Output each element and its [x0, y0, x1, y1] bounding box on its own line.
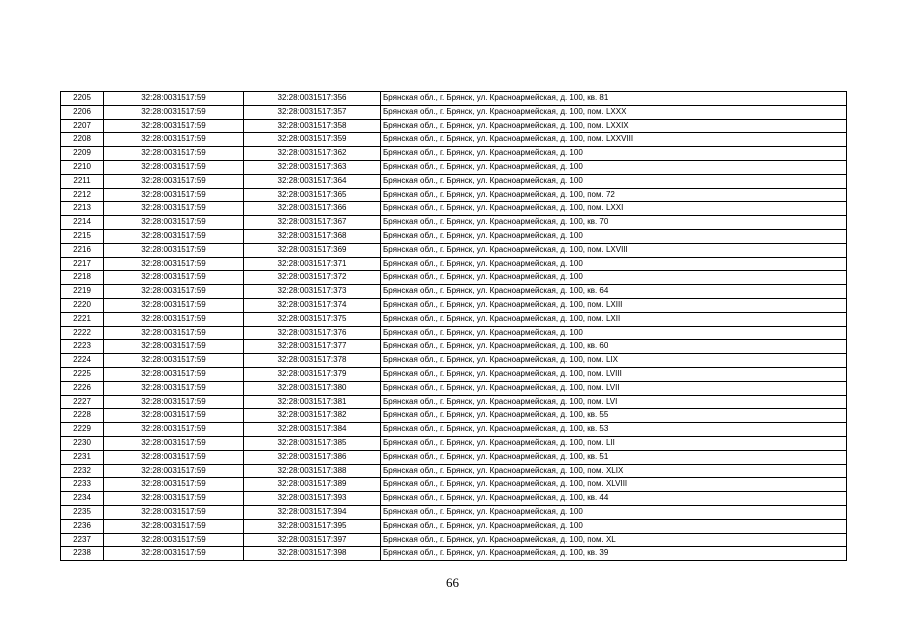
row-number-cell: 2234	[61, 492, 104, 506]
parcel-cadastral-number-cell: 32:28:0031517:59	[104, 381, 244, 395]
object-cadastral-number-cell: 32:28:0031517:376	[244, 326, 381, 340]
parcel-cadastral-number-cell: 32:28:0031517:59	[104, 478, 244, 492]
object-cadastral-number-cell: 32:28:0031517:385	[244, 436, 381, 450]
object-cadastral-number-cell: 32:28:0031517:374	[244, 298, 381, 312]
row-number-cell: 2206	[61, 105, 104, 119]
row-number-cell: 2215	[61, 229, 104, 243]
table-row	[61, 367, 847, 381]
address-cell: Брянская обл., г. Брянск, ул. Красноармейская, д. 100, пом. LXVIII	[381, 243, 847, 257]
row-number-cell: 2220	[61, 298, 104, 312]
address-cell: Брянская обл., г. Брянск, ул. Красноармейская, д. 100, кв. 44	[381, 492, 847, 506]
address-cell: Брянская обл., г. Брянск, ул. Красноармейская, д. 100	[381, 229, 847, 243]
parcel-cadastral-number-cell: 32:28:0031517:59	[104, 326, 244, 340]
row-number-cell: 2228	[61, 409, 104, 423]
address-cell: Брянская обл., г. Брянск, ул. Красноармейская, д. 100, пом. LVII	[381, 381, 847, 395]
address-cell: Брянская обл., г. Брянск, ул. Красноармейская, д. 100, пом. LVIII	[381, 367, 847, 381]
address-cell: Брянская обл., г. Брянск, ул. Красноармейская, д. 100, пом. XL	[381, 533, 847, 547]
parcel-cadastral-number-cell: 32:28:0031517:59	[104, 505, 244, 519]
address-cell: Брянская обл., г. Брянск, ул. Красноармейская, д. 100	[381, 147, 847, 161]
table-row	[61, 229, 847, 243]
address-cell: Брянская обл., г. Брянск, ул. Красноармейская, д. 100	[381, 326, 847, 340]
row-number-cell: 2221	[61, 312, 104, 326]
object-cadastral-number-cell: 32:28:0031517:364	[244, 174, 381, 188]
parcel-cadastral-number-cell: 32:28:0031517:59	[104, 395, 244, 409]
row-number-cell: 2209	[61, 147, 104, 161]
address-cell: Брянская обл., г. Брянск, ул. Красноармейская, д. 100	[381, 257, 847, 271]
address-cell: Брянская обл., г. Брянск, ул. Красноармейская, д. 100, пом. LVI	[381, 395, 847, 409]
table-row	[61, 519, 847, 533]
address-cell: Брянская обл., г. Брянск, ул. Красноармейская, д. 100, кв. 53	[381, 423, 847, 437]
page-number: 66	[446, 575, 459, 590]
table-row	[61, 147, 847, 161]
object-cadastral-number-cell: 32:28:0031517:356	[244, 92, 381, 106]
row-number-cell: 2219	[61, 285, 104, 299]
parcel-cadastral-number-cell: 32:28:0031517:59	[104, 271, 244, 285]
address-cell: Брянская обл., г. Брянск, ул. Красноармейская, д. 100, пом. 72	[381, 188, 847, 202]
parcel-cadastral-number-cell: 32:28:0031517:59	[104, 312, 244, 326]
object-cadastral-number-cell: 32:28:0031517:394	[244, 505, 381, 519]
address-cell: Брянская обл., г. Брянск, ул. Красноармейская, д. 100, пом. XLIX	[381, 464, 847, 478]
address-cell: Брянская обл., г. Брянск, ул. Красноармейская, д. 100, кв. 64	[381, 285, 847, 299]
parcel-cadastral-number-cell: 32:28:0031517:59	[104, 188, 244, 202]
object-cadastral-number-cell: 32:28:0031517:384	[244, 423, 381, 437]
object-cadastral-number-cell: 32:28:0031517:378	[244, 354, 381, 368]
row-number-cell: 2227	[61, 395, 104, 409]
row-number-cell: 2217	[61, 257, 104, 271]
object-cadastral-number-cell: 32:28:0031517:398	[244, 547, 381, 561]
table-row	[61, 381, 847, 395]
parcel-cadastral-number-cell: 32:28:0031517:59	[104, 354, 244, 368]
parcel-cadastral-number-cell: 32:28:0031517:59	[104, 340, 244, 354]
address-cell: Брянская обл., г. Брянск, ул. Красноармейская, д. 100, пом. XLVIII	[381, 478, 847, 492]
address-cell: Брянская обл., г. Брянск, ул. Красноармейская, д. 100, кв. 70	[381, 216, 847, 230]
parcel-cadastral-number-cell: 32:28:0031517:59	[104, 409, 244, 423]
row-number-cell: 2225	[61, 367, 104, 381]
table-row	[61, 533, 847, 547]
table-row	[61, 340, 847, 354]
table-row	[61, 464, 847, 478]
table-row	[61, 243, 847, 257]
table-row	[61, 202, 847, 216]
row-number-cell: 2230	[61, 436, 104, 450]
address-cell: Брянская обл., г. Брянск, ул. Красноармейская, д. 100	[381, 519, 847, 533]
address-cell: Брянская обл., г. Брянск, ул. Красноармейская, д. 100, пом. LXIII	[381, 298, 847, 312]
row-number-cell: 2222	[61, 326, 104, 340]
row-number-cell: 2216	[61, 243, 104, 257]
address-cell: Брянская обл., г. Брянск, ул. Красноармейская, д. 100, кв. 55	[381, 409, 847, 423]
row-number-cell: 2218	[61, 271, 104, 285]
object-cadastral-number-cell: 32:28:0031517:381	[244, 395, 381, 409]
row-number-cell: 2229	[61, 423, 104, 437]
row-number-cell: 2210	[61, 160, 104, 174]
parcel-cadastral-number-cell: 32:28:0031517:59	[104, 202, 244, 216]
object-cadastral-number-cell: 32:28:0031517:367	[244, 216, 381, 230]
object-cadastral-number-cell: 32:28:0031517:389	[244, 478, 381, 492]
row-number-cell: 2212	[61, 188, 104, 202]
address-cell: Брянская обл., г. Брянск, ул. Красноармейская, д. 100, кв. 81	[381, 92, 847, 106]
table-row	[61, 395, 847, 409]
row-number-cell: 2223	[61, 340, 104, 354]
row-number-cell: 2214	[61, 216, 104, 230]
table-row	[61, 312, 847, 326]
address-cell: Брянская обл., г. Брянск, ул. Красноармейская, д. 100, пом. LXXX	[381, 105, 847, 119]
table-row	[61, 354, 847, 368]
object-cadastral-number-cell: 32:28:0031517:365	[244, 188, 381, 202]
object-cadastral-number-cell: 32:28:0031517:363	[244, 160, 381, 174]
row-number-cell: 2224	[61, 354, 104, 368]
address-cell: Брянская обл., г. Брянск, ул. Красноармейская, д. 100	[381, 271, 847, 285]
address-cell: Брянская обл., г. Брянск, ул. Красноармейская, д. 100, кв. 51	[381, 450, 847, 464]
object-cadastral-number-cell: 32:28:0031517:373	[244, 285, 381, 299]
row-number-cell: 2232	[61, 464, 104, 478]
parcel-cadastral-number-cell: 32:28:0031517:59	[104, 257, 244, 271]
table-row	[61, 257, 847, 271]
parcel-cadastral-number-cell: 32:28:0031517:59	[104, 492, 244, 506]
object-cadastral-number-cell: 32:28:0031517:359	[244, 133, 381, 147]
table-row	[61, 478, 847, 492]
row-number-cell: 2205	[61, 92, 104, 106]
row-number-cell: 2236	[61, 519, 104, 533]
object-cadastral-number-cell: 32:28:0031517:369	[244, 243, 381, 257]
table-row	[61, 492, 847, 506]
parcel-cadastral-number-cell: 32:28:0031517:59	[104, 243, 244, 257]
object-cadastral-number-cell: 32:28:0031517:375	[244, 312, 381, 326]
table-row	[61, 450, 847, 464]
table-row	[61, 119, 847, 133]
object-cadastral-number-cell: 32:28:0031517:386	[244, 450, 381, 464]
parcel-cadastral-number-cell: 32:28:0031517:59	[104, 119, 244, 133]
table-row	[61, 423, 847, 437]
parcel-cadastral-number-cell: 32:28:0031517:59	[104, 229, 244, 243]
object-cadastral-number-cell: 32:28:0031517:382	[244, 409, 381, 423]
parcel-cadastral-number-cell: 32:28:0031517:59	[104, 92, 244, 106]
address-cell: Брянская обл., г. Брянск, ул. Красноармейская, д. 100, пом. LII	[381, 436, 847, 450]
table-row	[61, 326, 847, 340]
cadastral-table	[60, 91, 847, 561]
table-row	[61, 271, 847, 285]
object-cadastral-number-cell: 32:28:0031517:366	[244, 202, 381, 216]
address-cell: Брянская обл., г. Брянск, ул. Красноармейская, д. 100, кв. 39	[381, 547, 847, 561]
table-row	[61, 188, 847, 202]
object-cadastral-number-cell: 32:28:0031517:372	[244, 271, 381, 285]
parcel-cadastral-number-cell: 32:28:0031517:59	[104, 105, 244, 119]
row-number-cell: 2226	[61, 381, 104, 395]
address-cell: Брянская обл., г. Брянск, ул. Красноармейская, д. 100	[381, 160, 847, 174]
table-row	[61, 505, 847, 519]
address-cell: Брянская обл., г. Брянск, ул. Красноармейская, д. 100, пом. LXXIX	[381, 119, 847, 133]
parcel-cadastral-number-cell: 32:28:0031517:59	[104, 450, 244, 464]
object-cadastral-number-cell: 32:28:0031517:377	[244, 340, 381, 354]
row-number-cell: 2233	[61, 478, 104, 492]
table-row	[61, 409, 847, 423]
row-number-cell: 2231	[61, 450, 104, 464]
table-row	[61, 174, 847, 188]
parcel-cadastral-number-cell: 32:28:0031517:59	[104, 174, 244, 188]
table-row	[61, 105, 847, 119]
object-cadastral-number-cell: 32:28:0031517:388	[244, 464, 381, 478]
parcel-cadastral-number-cell: 32:28:0031517:59	[104, 133, 244, 147]
object-cadastral-number-cell: 32:28:0031517:397	[244, 533, 381, 547]
object-cadastral-number-cell: 32:28:0031517:379	[244, 367, 381, 381]
row-number-cell: 2238	[61, 547, 104, 561]
parcel-cadastral-number-cell: 32:28:0031517:59	[104, 160, 244, 174]
row-number-cell: 2207	[61, 119, 104, 133]
parcel-cadastral-number-cell: 32:28:0031517:59	[104, 464, 244, 478]
table-row	[61, 285, 847, 299]
table-body	[61, 92, 847, 561]
row-number-cell: 2213	[61, 202, 104, 216]
table-row	[61, 547, 847, 561]
parcel-cadastral-number-cell: 32:28:0031517:59	[104, 436, 244, 450]
address-cell: Брянская обл., г. Брянск, ул. Красноармейская, д. 100, пом. LIX	[381, 354, 847, 368]
address-cell: Брянская обл., г. Брянск, ул. Красноармейская, д. 100, пом. LXXI	[381, 202, 847, 216]
object-cadastral-number-cell: 32:28:0031517:362	[244, 147, 381, 161]
address-cell: Брянская обл., г. Брянск, ул. Красноармейская, д. 100	[381, 505, 847, 519]
object-cadastral-number-cell: 32:28:0031517:371	[244, 257, 381, 271]
row-number-cell: 2211	[61, 174, 104, 188]
parcel-cadastral-number-cell: 32:28:0031517:59	[104, 147, 244, 161]
parcel-cadastral-number-cell: 32:28:0031517:59	[104, 285, 244, 299]
parcel-cadastral-number-cell: 32:28:0031517:59	[104, 533, 244, 547]
address-cell: Брянская обл., г. Брянск, ул. Красноармейская, д. 100, кв. 60	[381, 340, 847, 354]
object-cadastral-number-cell: 32:28:0031517:393	[244, 492, 381, 506]
parcel-cadastral-number-cell: 32:28:0031517:59	[104, 367, 244, 381]
parcel-cadastral-number-cell: 32:28:0031517:59	[104, 216, 244, 230]
table-row	[61, 92, 847, 106]
address-cell: Брянская обл., г. Брянск, ул. Красноармейская, д. 100	[381, 174, 847, 188]
parcel-cadastral-number-cell: 32:28:0031517:59	[104, 519, 244, 533]
row-number-cell: 2237	[61, 533, 104, 547]
cadastral-table-wrapper	[60, 91, 846, 561]
address-cell: Брянская обл., г. Брянск, ул. Красноармейская, д. 100, пом. LXXVIII	[381, 133, 847, 147]
object-cadastral-number-cell: 32:28:0031517:395	[244, 519, 381, 533]
address-cell: Брянская обл., г. Брянск, ул. Красноармейская, д. 100, пом. LXII	[381, 312, 847, 326]
object-cadastral-number-cell: 32:28:0031517:368	[244, 229, 381, 243]
parcel-cadastral-number-cell: 32:28:0031517:59	[104, 547, 244, 561]
parcel-cadastral-number-cell: 32:28:0031517:59	[104, 423, 244, 437]
table-row	[61, 298, 847, 312]
row-number-cell: 2235	[61, 505, 104, 519]
object-cadastral-number-cell: 32:28:0031517:358	[244, 119, 381, 133]
object-cadastral-number-cell: 32:28:0031517:357	[244, 105, 381, 119]
object-cadastral-number-cell: 32:28:0031517:380	[244, 381, 381, 395]
row-number-cell: 2208	[61, 133, 104, 147]
table-row	[61, 436, 847, 450]
table-row	[61, 216, 847, 230]
table-row	[61, 133, 847, 147]
parcel-cadastral-number-cell: 32:28:0031517:59	[104, 298, 244, 312]
table-row	[61, 160, 847, 174]
